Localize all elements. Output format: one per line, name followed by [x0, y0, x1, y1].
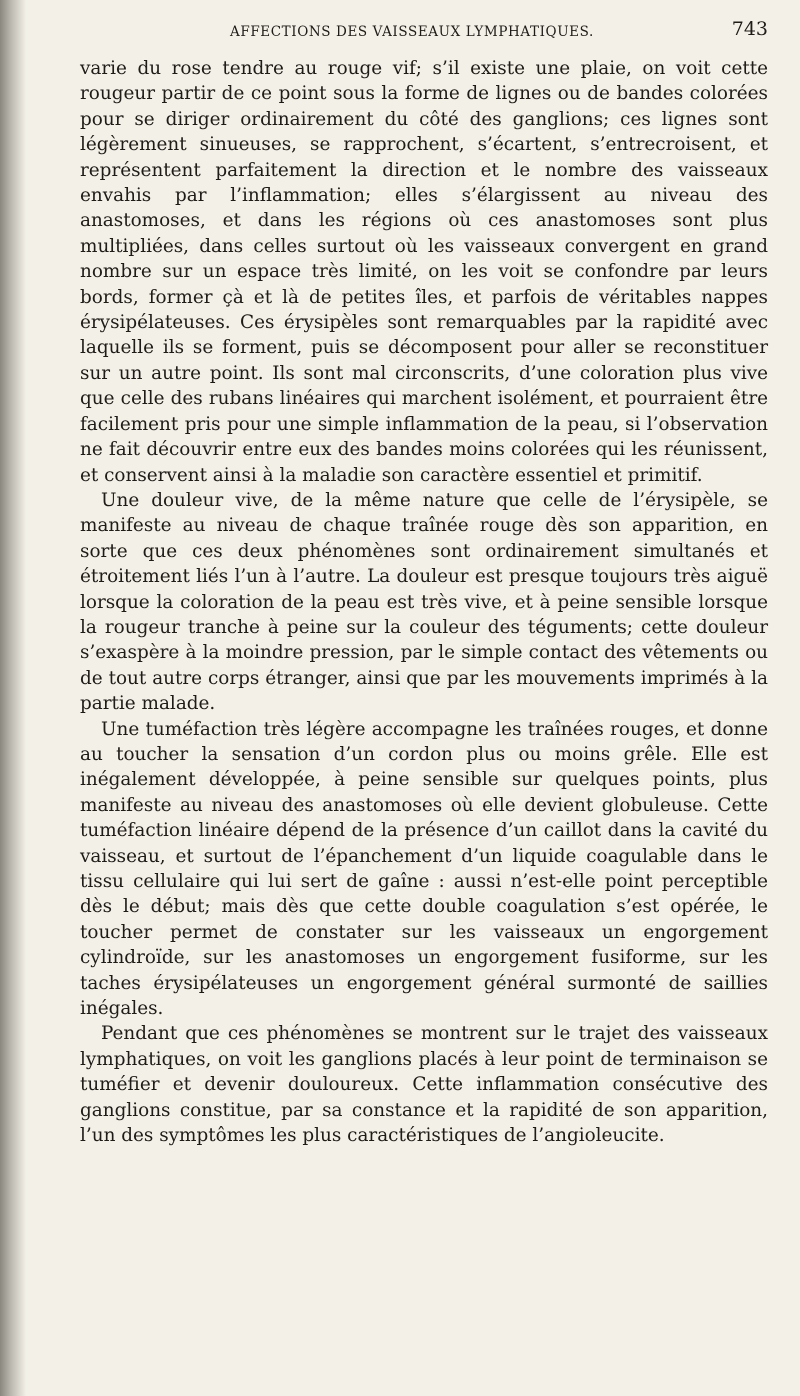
paragraph-ganglions: Pendant que ces phénomènes se montrent sur le trajet des vaisseaux lymphatiques, on voit les ganglions placés à leur point de terminaison se tuméfier et devenir douloureux. Cette inflammation consécutive des ganglions constitue, par sa constance et la rapidité de son apparition, l’un des symptômes les plus caractéristiques de l’angioleucite. [80, 1023, 768, 1147]
running-head [80, 14, 768, 44]
body-text [80, 56, 768, 1148]
page-number: 743 [731, 18, 768, 40]
page-binding-shadow [0, 0, 26, 1396]
paragraph-douleur: Une douleur vive, de la même nature que celle de l’érysipèle, se manifeste au niveau de chaque traînée rouge dès son apparition, en sorte que ces deux phénomènes sont ordinairement simultanés et étroitement liés l’un à l’autre. La douleur est presque toujours très aiguë lorsque la coloration de la peau est très vive, et à peine sensible lorsque la rougeur tranche à peine sur la couleur des téguments; cette douleur s’exaspère à la moindre pression, par le simple contact des vêtements ou de tout autre corps étranger, ainsi que par les mouvements imprimés à la partie malade. [80, 489, 768, 715]
paragraph-tumefaction: Une tuméfaction très légère accompagne les traînées rouges, et donne au toucher la sensation d’un cordon plus ou moins grêle. Elle est inégalement développée, à peine sensible sur quelques points, plus manifeste au niveau des anastomoses où elle devient globuleuse. Cette tuméfaction linéaire dépend de la présence d’un caillot dans la cavité du vaisseau, et surtout de l’épanchement d’un liquide coagulable dans le tissu cellulaire qui lui sert de gaîne : aussi n’est-elle point perceptible dès le début; mais dès que cette double coagulation s’est opérée, le toucher permet de constater sur les vaisseaux un engorgement cylindroïde, sur les anastomoses un engorgement fusiforme, sur les taches érysipélateuses un engorgement général surmonté de saillies inégales. [80, 718, 768, 1020]
book-page [80, 18, 768, 1148]
paragraph-continuation: varie du rose tendre au rouge vif; s’il existe une plaie, on voit cette rougeur partir de ce point sous la forme de lignes ou de bandes colorées pour se diriger ordinairement du côté des ganglions; ces lignes sont légèrement sinueuses, se rapprochent, s’écartent, s’entrecroisent, et représentent parfaitement la direction et le nombre des vaisseaux envahis par l’inflammation; elles s’élargissent au niveau des anastomoses, et dans les régions où ces anastomoses sont plus multipliées, dans celles surtout où les vaisseaux convergent en grand nombre sur un espace très limité, on les voit se confondre par leurs bords, former çà et là de petites îles, et parfois de véritables nappes érysipélateuses. Ces érysipèles sont remarquables par la rapidité avec laquelle ils se forment, puis se décomposent pour aller se reconstituer sur un autre point. Ils sont mal circonscrits, d’une coloration plus vive que celle des rubans linéaires qui marchent isolément, et pourraient être facilement pris pour une simple inflammation de la peau, si l’observation ne fait découvrir entre eux des bandes moins colorées qui les réunissent, et conservent ainsi à la maladie son caractère essentiel et primitif. [80, 58, 768, 486]
running-title: AFFECTIONS DES VAISSEAUX LYMPHATIQUES. [230, 24, 594, 40]
